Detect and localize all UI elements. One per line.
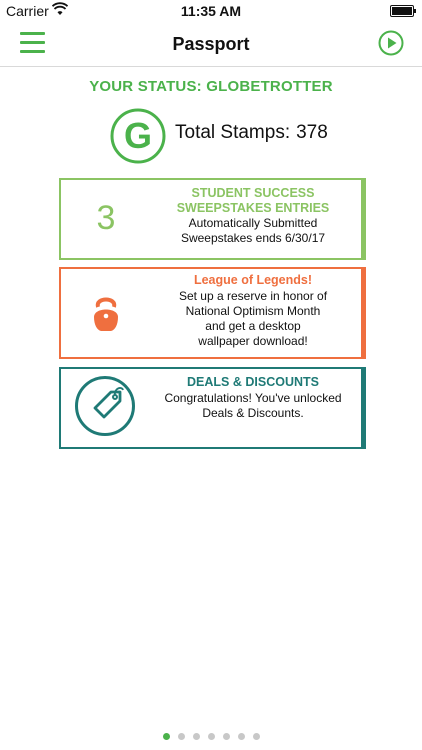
badge-letter: G	[123, 115, 153, 156]
sweepstakes-heading-line1: STUDENT SUCCESS	[191, 186, 315, 200]
globetrotter-badge-icon	[110, 108, 166, 164]
page-dot[interactable]	[238, 733, 245, 740]
total-stamps-count: 378	[296, 122, 328, 143]
deals-heading: DEALS & DISCOUNTS	[187, 375, 319, 389]
league-heading: League of Legends!	[193, 273, 313, 287]
sweepstakes-entry-count: 3	[96, 199, 116, 237]
league-line3: and get a desktop	[205, 319, 301, 333]
total-stamps-label: Total Stamps:	[175, 122, 291, 143]
carrier-label: Carrier	[6, 3, 49, 19]
kettlebell-icon	[89, 293, 123, 333]
page-dot[interactable]	[193, 733, 200, 740]
league-line2: National Optimism Month	[185, 304, 321, 318]
status-heading: YOUR STATUS: GLOBETROTTER	[89, 78, 333, 95]
clock-time: 11:35 AM	[180, 3, 242, 19]
deals-line2: Deals & Discounts.	[202, 406, 304, 420]
battery-icon	[390, 5, 414, 17]
status-bar	[0, 0, 422, 22]
stamps-summary	[110, 108, 350, 164]
total-stamps	[175, 122, 328, 144]
page-dot[interactable]	[253, 733, 260, 740]
deals-card[interactable]	[59, 367, 366, 449]
page-dot[interactable]	[163, 733, 170, 740]
league-card-text	[151, 273, 355, 349]
sweepstakes-card[interactable]	[59, 178, 366, 260]
sweepstakes-line2: Sweepstakes ends 6/30/17	[180, 231, 326, 245]
sweepstakes-line1: Automatically Submitted	[188, 216, 318, 230]
page-title: Passport	[172, 34, 250, 54]
league-card[interactable]	[59, 267, 366, 359]
page-dot[interactable]	[223, 733, 230, 740]
sweepstakes-card-text	[151, 186, 355, 246]
page-indicator	[0, 727, 422, 745]
play-circle-icon[interactable]	[378, 30, 404, 56]
navigation-bar	[0, 22, 422, 67]
league-line4: wallpaper download!	[198, 334, 308, 348]
league-line1: Set up a reserve in honor of	[178, 289, 328, 303]
sweepstakes-heading-line2: SWEEPSTAKES ENTRIES	[176, 201, 330, 215]
price-tag-icon	[74, 375, 136, 437]
deals-card-text	[151, 375, 355, 421]
deals-line1: Congratulations! You've unlocked	[164, 391, 342, 405]
page-dot[interactable]	[178, 733, 185, 740]
page-dot[interactable]	[208, 733, 215, 740]
